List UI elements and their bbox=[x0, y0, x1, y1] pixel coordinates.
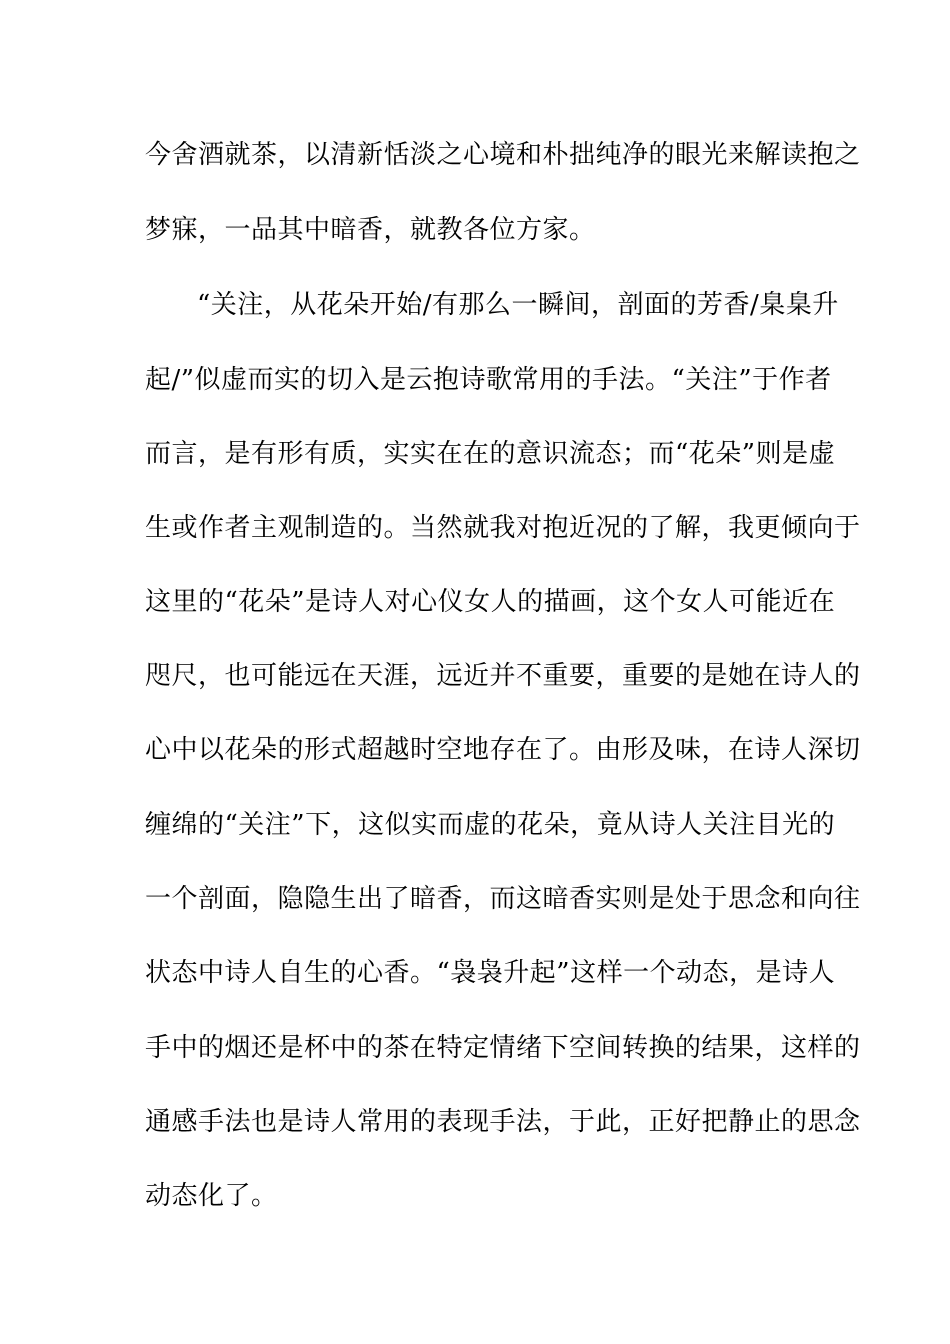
paragraph-line-15: 动态化了。 bbox=[145, 1181, 278, 1211]
paragraph-line-14: 通感手法也是诗人常用的表现手法，于此，正好把静止的思念 bbox=[145, 1107, 861, 1137]
paragraph-line-3: “关注，从花朵开始/有那么一瞬间，剖面的芳香/臬臬升 bbox=[197, 290, 839, 320]
paragraph-line-9: 心中以花朵的形式超越时空地存在了。由形及味，在诗人深切 bbox=[145, 735, 861, 765]
paragraph-line-4: 起/”似虚而实的切入是云抱诗歌常用的手法。“关注”于作者 bbox=[145, 365, 832, 395]
paragraph-line-7: 这里的“花朵”是诗人对心仪女人的描画，这个女人可能近在 bbox=[145, 587, 836, 617]
paragraph-line-2: 梦寐，一品其中暗香，就教各位方家。 bbox=[145, 215, 596, 245]
paragraph-line-13: 手中的烟还是杯中的茶在特定情绪下空间转换的结果，这样的 bbox=[145, 1033, 861, 1063]
paragraph-line-5: 而言，是有形有质，实实在在的意识流态；而“花朵”则是虚 bbox=[145, 439, 836, 469]
paragraph-line-6: 生或作者主观制造的。当然就我对抱近况的了解，我更倾向于 bbox=[145, 513, 861, 543]
paragraph-line-8: 咫尺，也可能远在天涯，远近并不重要，重要的是她在诗人的 bbox=[145, 661, 861, 691]
paragraph-line-1: 今舍酒就茶，以清新恬淡之心境和朴拙纯净的眼光来解读抱之 bbox=[145, 140, 861, 170]
paragraph-line-11: 一个剖面，隐隐生出了暗香，而这暗香实则是处于思念和向往 bbox=[145, 884, 861, 914]
paragraph-line-12: 状态中诗人自生的心香。“袅袅升起”这样一个动态，是诗人 bbox=[145, 958, 836, 988]
paragraph-line-10: 缠绵的“关注”下，这似实而虚的花朵，竟从诗人关注目光的 bbox=[145, 810, 836, 840]
